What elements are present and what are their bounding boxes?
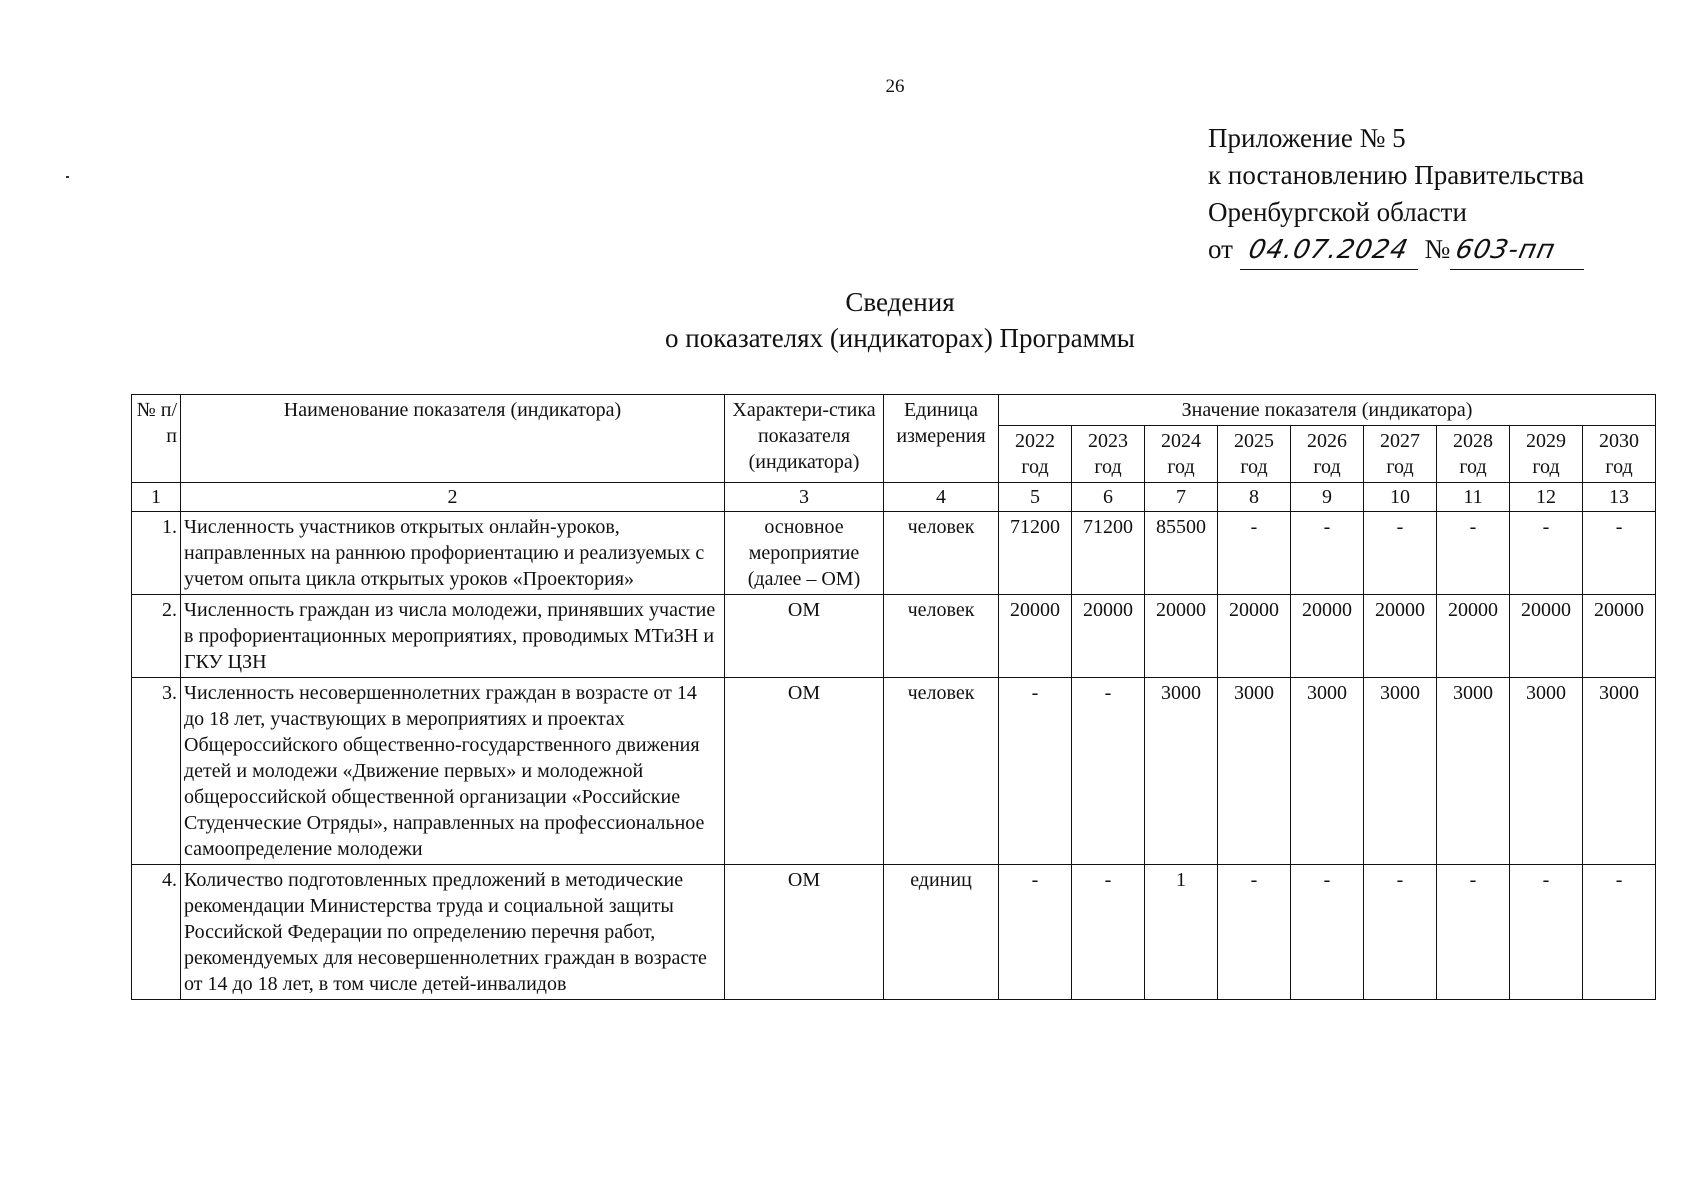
indicator-value: 3000 (1218, 678, 1291, 865)
annex-line-1: Приложение № 5 (1208, 123, 1406, 153)
indicator-name: Численность участников открытых онлайн-уроков, направленных на раннюю профориентацию и реализуемых с учетом опыта цикла открытых уроков «Проектория» (181, 512, 725, 595)
handwritten-number: 603-пп (1453, 235, 1559, 265)
indicator-name: Численность граждан из числа молодежи, принявших участие в профориентационных мероприятиях, проводимых МТиЗН и ГКУ ЦЗН (181, 595, 725, 678)
column-number: 10 (1364, 483, 1437, 512)
header-name: Наименование показателя (индикатора) (181, 395, 725, 483)
page-number: 26 (885, 76, 905, 97)
date-field (1240, 231, 1418, 270)
indicator-characteristic: ОМ (725, 865, 884, 1000)
indicator-value: 85500 (1145, 512, 1218, 595)
column-number: 8 (1218, 483, 1291, 512)
header-year: 2025 год (1218, 426, 1291, 483)
indicator-value: 20000 (1583, 595, 1656, 678)
indicator-value: 20000 (1364, 595, 1437, 678)
row-number: 4. (132, 865, 181, 1000)
header-year: 2022 год (999, 426, 1072, 483)
header-year: 2026 год (1291, 426, 1364, 483)
indicator-value: 1 (1145, 865, 1218, 1000)
indicator-value: - (1364, 512, 1437, 595)
header-year: 2023 год (1072, 426, 1145, 483)
column-number: 9 (1291, 483, 1364, 512)
column-number: 12 (1510, 483, 1583, 512)
document-title (600, 284, 1200, 356)
indicator-value: - (1583, 512, 1656, 595)
indicator-characteristic: ОМ (725, 678, 884, 865)
from-label: от (1208, 234, 1233, 264)
indicators-table (131, 394, 1656, 1000)
column-number: 6 (1072, 483, 1145, 512)
column-number: 13 (1583, 483, 1656, 512)
column-number: 7 (1145, 483, 1218, 512)
header-values-group: Значение показателя (индикатора) (999, 395, 1656, 426)
indicator-name: Численность несовершеннолетних граждан в возрасте от 14 до 18 лет, участвующих в мероприятиях и проектах Общероссийского общественно-государственного движения детей и молодежи «Движение первых» и молодежной общероссийской общественной организации «Российские Студенческие Отряды», направленных на профессиональное самоопределение молодежи (181, 678, 725, 865)
column-number: 5 (999, 483, 1072, 512)
indicator-characteristic: основное мероприятие (далее – ОМ) (725, 512, 884, 595)
annex-line-2: к постановлению Правительства (1208, 160, 1585, 190)
header-characteristic: Характери-стика показателя (индикатора) (725, 395, 884, 483)
scan-speck (66, 176, 69, 178)
table-row (132, 595, 1656, 678)
number-field (1450, 231, 1584, 270)
indicator-value: 20000 (1437, 595, 1510, 678)
header-year: 2028 год (1437, 426, 1510, 483)
column-number: 1 (132, 483, 181, 512)
indicator-value: 3000 (1510, 678, 1583, 865)
indicator-unit: единиц (884, 865, 999, 1000)
indicator-value: 3000 (1364, 678, 1437, 865)
indicator-value: - (1583, 865, 1656, 1000)
indicator-value: - (1291, 865, 1364, 1000)
indicator-unit: человек (884, 678, 999, 865)
indicator-value: - (1291, 512, 1364, 595)
header-year: 2024 год (1145, 426, 1218, 483)
indicator-value: - (1364, 865, 1437, 1000)
indicator-value: 3000 (1291, 678, 1364, 865)
indicator-value: - (1072, 678, 1145, 865)
row-number: 1. (132, 512, 181, 595)
indicator-value: 20000 (1145, 595, 1218, 678)
indicator-value: 20000 (1291, 595, 1364, 678)
annex-block (1208, 120, 1584, 270)
row-number: 2. (132, 595, 181, 678)
indicator-value: - (1072, 865, 1145, 1000)
indicator-value: 20000 (1218, 595, 1291, 678)
number-label: № (1424, 234, 1451, 264)
indicator-characteristic: ОМ (725, 595, 884, 678)
indicator-unit: человек (884, 512, 999, 595)
annex-line-3: Оренбургской области (1208, 197, 1467, 227)
header-unit: Единица измерения (884, 395, 999, 483)
indicator-value: - (999, 678, 1072, 865)
indicator-value: 20000 (1510, 595, 1583, 678)
indicator-unit: человек (884, 595, 999, 678)
indicator-value: - (999, 865, 1072, 1000)
column-number: 3 (725, 483, 884, 512)
indicator-value: - (1218, 512, 1291, 595)
annex-date-line (1208, 231, 1584, 270)
column-number: 11 (1437, 483, 1510, 512)
indicator-value: - (1510, 865, 1583, 1000)
header-year: 2027 год (1364, 426, 1437, 483)
indicator-value: 20000 (999, 595, 1072, 678)
indicator-value: - (1218, 865, 1291, 1000)
column-numbers-row (132, 483, 1656, 512)
header-num: № п/п (132, 395, 181, 483)
table-row (132, 865, 1656, 1000)
title-line-2: о показателях (индикаторах) Программы (665, 323, 1135, 353)
indicator-name: Количество подготовленных предложений в методические рекомендации Министерства труда и социальной защиты Российской Федерации по определению перечня работ, рекомендуемых для несовершеннолетних граждан в возрасте от 14 до 18 лет, в том числе детей-инвалидов (181, 865, 725, 1000)
indicator-value: 3000 (1145, 678, 1218, 865)
indicator-value: - (1510, 512, 1583, 595)
indicator-value: 3000 (1437, 678, 1510, 865)
indicator-value: 3000 (1583, 678, 1656, 865)
table-row (132, 678, 1656, 865)
indicator-value: - (1437, 512, 1510, 595)
row-number: 3. (132, 678, 181, 865)
title-line-1: Сведения (845, 287, 955, 317)
column-number: 2 (181, 483, 725, 512)
column-number: 4 (884, 483, 999, 512)
indicator-value: 20000 (1072, 595, 1145, 678)
indicator-value: 71200 (999, 512, 1072, 595)
indicator-value: 71200 (1072, 512, 1145, 595)
header-year: 2030 год (1583, 426, 1656, 483)
handwritten-date: 04.07.2024 (1246, 235, 1412, 265)
header-year: 2029 год (1510, 426, 1583, 483)
indicator-value: - (1437, 865, 1510, 1000)
table-row (132, 512, 1656, 595)
